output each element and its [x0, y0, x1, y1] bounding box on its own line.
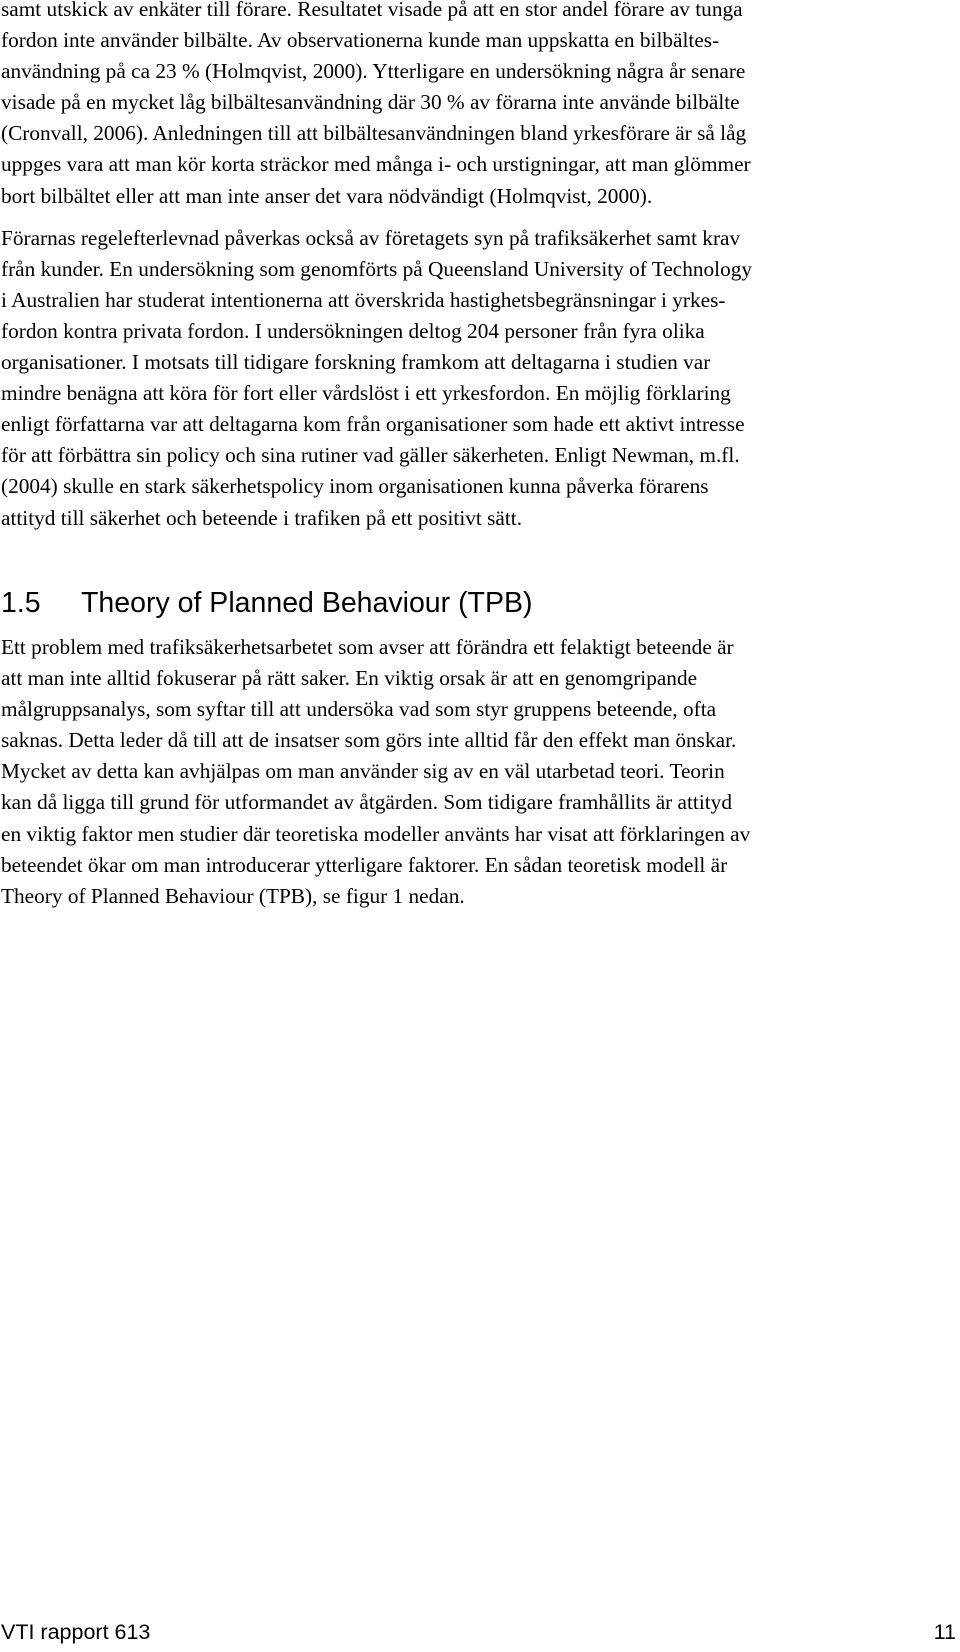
text-line: en viktig faktor men studier där teoretiska modeller använts har visat att förklaringen av [1, 821, 751, 846]
text-line: kan då ligga till grund för utformandet av åtgärden. Som tidigare framhållits är attityd [1, 790, 732, 815]
paragraph-rule-compliance [1, 223, 959, 534]
text-line: organisationer. I motsats till tidigare forskning framkom att deltagarna i studien var [1, 350, 711, 375]
text-line: visade på en mycket låg bilbältesanvändning där 30 % av förarna inte använde bilbälte [1, 90, 740, 115]
section-title: Theory of Planned Behaviour (TPB) [81, 587, 533, 619]
text-line: bort bilbältet eller att man inte anser det vara nödvändigt (Holmqvist, 2000). [1, 183, 653, 208]
section-heading [1, 585, 532, 621]
text-line: fordon inte använder bilbälte. Av observationerna kunde man uppskatta en bilbältes- [1, 28, 720, 53]
paragraph-tpb-intro [1, 632, 959, 912]
text-line: mindre benägna att köra för fort eller vårdslöst i ett yrkesfordon. En möjlig förklaring [1, 381, 731, 406]
section-number: 1.5 [1, 587, 41, 619]
text-line: (Cronvall, 2006). Anledningen till att bilbältesanvändningen bland yrkesförare är så låg [1, 121, 747, 146]
section-body-text [1, 632, 959, 912]
text-line: attityd till säkerhet och beteende i trafiken på ett positivt sätt. [1, 505, 523, 530]
text-line: i Australien har studerat intentionerna att överskrida hastighetsbegränsningar i yrkes- [1, 287, 726, 312]
text-line: användning på ca 23 % (Holmqvist, 2000). Ytterligare en undersökning några år senare [1, 59, 746, 84]
text-line: saknas. Detta leder då till att de insatser som görs inte alltid får den effekt man önskar. [1, 728, 737, 753]
report-name: VTI rapport 613 [1, 1620, 151, 1644]
paragraph-seatbelt-usage [1, 0, 959, 212]
text-line: Theory of Planned Behaviour (TPB), se figur 1 nedan. [1, 883, 465, 908]
text-line: enligt författarna var att deltagarna kom från organisationer som hade ett aktivt intresse [1, 412, 745, 437]
text-line: från kunder. En undersökning som genomförts på Queensland University of Technology [1, 256, 753, 281]
text-line: beteendet ökar om man introducerar ytterligare faktorer. En sådan teoretisk modell är [1, 852, 728, 877]
body-text [1, 0, 959, 534]
text-line: att man inte alltid fokuserar på rätt saker. En viktig orsak är att en genomgripande [1, 666, 698, 691]
text-line: för att förbättra sin policy och sina rutiner vad gäller säkerheten. Enligt Newman, m.fl. [1, 443, 740, 468]
text-line: uppges vara att man kör korta sträckor med många i- och urstigningar, att man glömmer [1, 152, 751, 177]
page-number: 11 [933, 1620, 956, 1644]
text-line: Mycket av detta kan avhjälpas om man använder sig av en väl utarbetad teori. Teorin [1, 759, 725, 784]
text-line: målgruppsanalys, som syftar till att undersöka vad som styr gruppens beteende, ofta [1, 697, 717, 722]
page-footer [0, 1617, 960, 1647]
text-line: Ett problem med trafiksäkerhetsarbetet som avser att förändra ett felaktigt beteende är [1, 635, 734, 659]
text-line: Förarnas regelefterlevnad påverkas också av företagets syn på trafiksäkerhet samt krav [1, 225, 741, 250]
text-line: fordon kontra privata fordon. I undersökningen deltog 204 personer från fyra olika [1, 318, 705, 343]
text-line: (2004) skulle en stark säkerhetspolicy inom organisationen kunna påverka förarens [1, 474, 709, 499]
text-line: samt utskick av enkäter till förare. Resultatet visade på att en stor andel förare av tunga [1, 0, 743, 21]
